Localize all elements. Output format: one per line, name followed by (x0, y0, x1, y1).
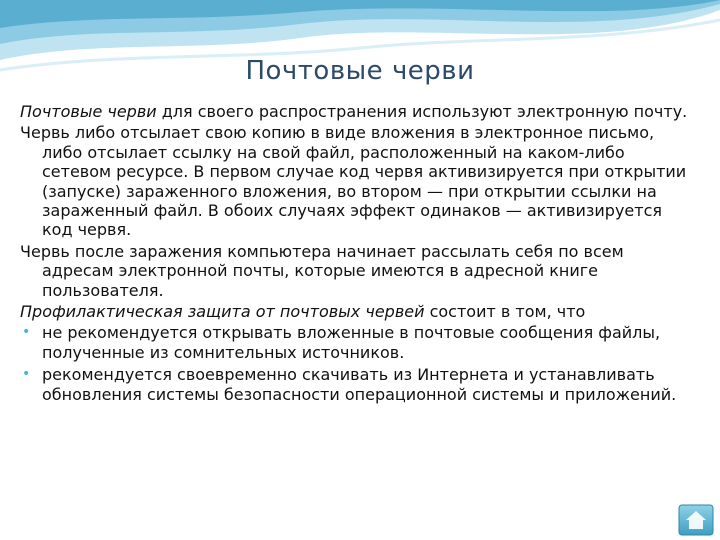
paragraph-text: состоит в том, что (424, 302, 586, 322)
emphasis-term: Профилактическая защита от почтовых червей (20, 302, 425, 322)
slide-body (20, 102, 692, 407)
paragraph-spread: Червь после заражения компьютера начинает рассылать себя по всем адресам электронной почты, которые имеются в адресной книге пользователя. (20, 241, 624, 300)
list-item (20, 323, 692, 362)
slide-title: Почтовые черви (245, 56, 475, 86)
list-item (20, 365, 692, 404)
paragraph-intro (20, 102, 692, 121)
home-icon[interactable] (678, 504, 714, 536)
bullet-marker: • (22, 366, 31, 383)
list-item-text: рекомендуется своевременно скачивать из Интернета и устанавливать обновления системы безопасности операционной системы и приложений. (42, 365, 677, 404)
bullet-marker: • (22, 324, 31, 341)
list-item-text: не рекомендуется открывать вложенные в почтовые сообщения файлы, полученные из сомнительных источников. (42, 323, 661, 362)
paragraph-prevention (20, 302, 692, 321)
paragraph-text: для своего распространения используют электронную почту. (156, 102, 688, 121)
emphasis-term: Почтовые черви (20, 102, 157, 121)
paragraph-mechanism: Червь либо отсылает свою копию в виде вложения в электронное письмо, либо отсылает ссылку на свой файл, расположенный на каком-либо сетевом ресурсе. В первом случае код червя активизируется при открытии (запуске) зараженного вложения, во втором — при открытии ссылки на зараженный файл. В обоих случаях эффект одинаков — активизируется код червя. (20, 123, 687, 240)
